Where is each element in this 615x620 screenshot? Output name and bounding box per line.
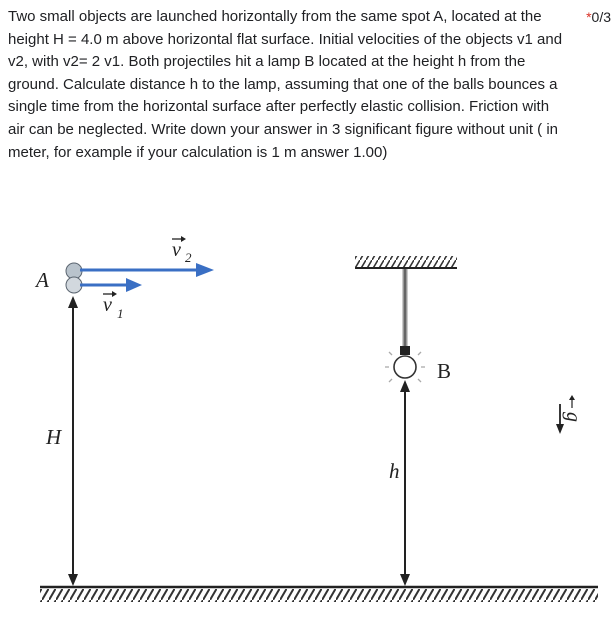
svg-text:g: g: [562, 412, 584, 422]
svg-text:2: 2: [185, 250, 192, 265]
h-height-arrow: [400, 380, 410, 586]
question-text: Two small objects are launched horizontally from the same spot A, located at the height H = 4.0 m above horizontal flat surface. Initial velocities of the objects v1 and v2, with v2= 2 v1. Both projectiles hit a lamp B located at the height h from the ground. Calculate distance h to the lamp, assuming that one of the balls bounces a single time from the horizontal surface after perfectly elastic collision. Friction with air can be neglected. Write down your answer in 3 significant figure without unit ( in meter, for example if your calculation is 1 m answer 1.00): [8, 8, 563, 161]
lamp-bulb-icon: [385, 346, 425, 382]
v1-label: [103, 291, 124, 321]
label-H: H: [46, 425, 62, 449]
svg-text:1: 1: [117, 306, 124, 321]
H-height-arrow: [68, 296, 78, 586]
v2-label: [172, 236, 192, 265]
svg-text:v: v: [172, 239, 181, 261]
v1-velocity-arrow: [80, 278, 142, 292]
svg-text:v: v: [103, 294, 112, 316]
label-B: B: [437, 359, 452, 383]
ceiling: [355, 256, 457, 268]
balls: [66, 263, 82, 293]
v2-velocity-arrow: [80, 263, 214, 277]
ground: [40, 587, 598, 602]
label-A: A: [36, 268, 49, 292]
label-h: h: [389, 459, 400, 483]
g-label: [562, 395, 584, 422]
required-asterisk: *: [586, 9, 592, 25]
score-value: 0/3: [591, 9, 611, 25]
